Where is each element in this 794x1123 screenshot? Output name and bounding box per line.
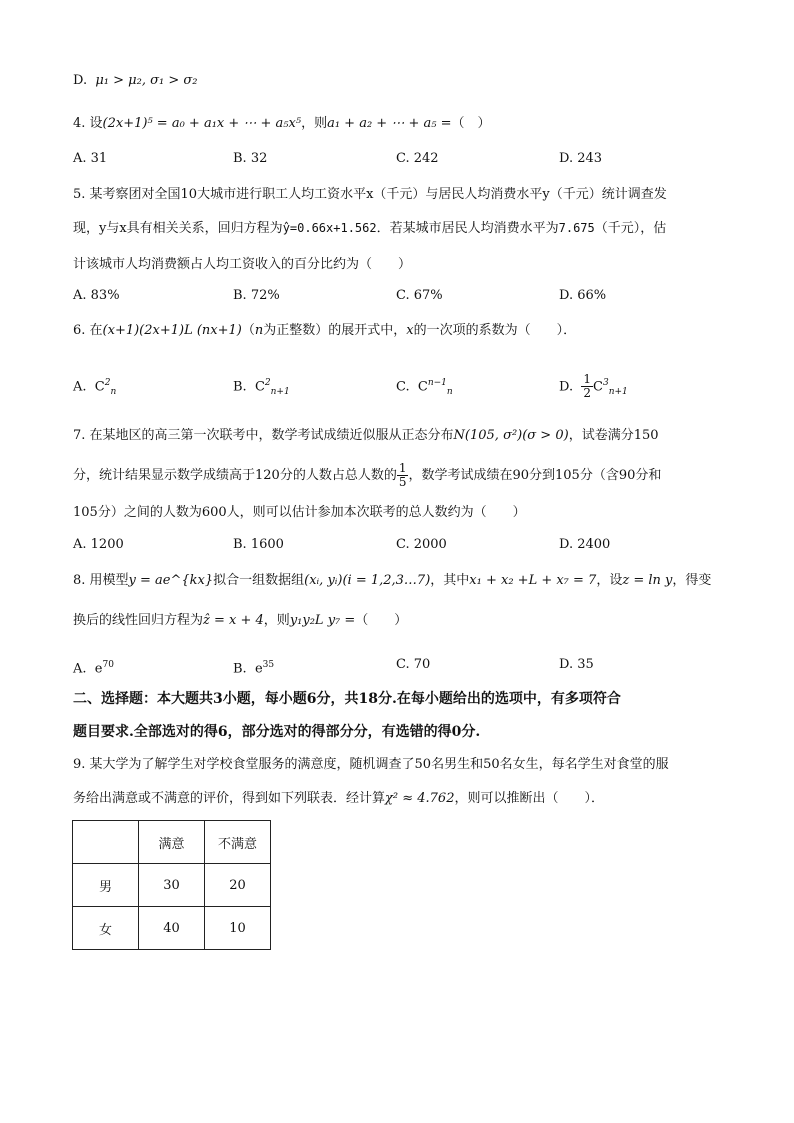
q5-line-3: 计该城市人均消费额占人均工资收入的百分比约为（ ） (73, 257, 412, 272)
table-cell: 男 (73, 864, 139, 907)
q6-option-b: B. $C^2_{n+1}$ (233, 378, 290, 397)
q8-line-1: 8. 用模型y = ae^{kx}拟合一组数据组(xᵢ, yᵢ)(i = 1,2,3…7)，其中x₁ + x₂ +L + x₇ = 7，设z = ln y，得变 (73, 573, 712, 588)
q4-option-b: B. 32 (233, 151, 268, 166)
q4-option-a: A. 31 (73, 151, 108, 166)
section-2-heading-line-1: 二、选择题：本大题共3小题，每小题6分，共18分.在每小题给出的选项中，有多项符合 (73, 691, 621, 707)
q6-stem: 6. 在(x+1)(2x+1)L (nx+1)（n为正整数）的展开式中，x的一次项的系数为（ ）． (73, 323, 577, 338)
q6-expression: (x+1)(2x+1)L (nx+1) (102, 323, 242, 338)
q5-option-a: A. 83% (73, 288, 120, 303)
q6-option-d: D. $\frac{1}{2}$ $C^3_{n+1}$ (559, 372, 628, 401)
q5-line-2: 现，y与x具有相关关系，回归方程为ŷ=0.66x+1.562．若某城市居民人均消费水平为7.675（千元），估 (73, 221, 667, 236)
table-row (73, 907, 271, 950)
q4-expansion: (2x+1)⁵ = a₀ + a₁x + ⋯ + a₅x⁵ (102, 116, 302, 131)
q5-line-1: 5. 某考察团对全国10大城市进行职工人均工资水平x（千元）与居民人均消费水平y（千元）统计调查发 (73, 187, 667, 202)
q8-option-b: B. $e^{35}$ (233, 660, 275, 677)
table-header-cell: 满意 (139, 821, 205, 864)
table-cell: 20 (205, 864, 271, 907)
q8-points: (xᵢ, yᵢ)(i = 1,2,3…7) (304, 573, 431, 588)
q8-product: y₁y₂L y₇ = (289, 613, 356, 628)
q6-option-c: C. $C^{n-1}_n$ (396, 378, 453, 397)
q6-option-a: A. $C^2_n$ (73, 378, 117, 397)
q5-option-c: C. 67% (396, 288, 443, 303)
q5-options (73, 287, 733, 305)
q4-target: a₁ + a₂ + ⋯ + a₅ = (327, 116, 452, 131)
q7-option-a: A. 1200 (73, 537, 124, 552)
q4-stem: 4. 设(2x+1)⁵ = a₀ + a₁x + ⋯ + a₅x⁵，则a₁ + a₂ + ⋯ + a₅ =（ ） (73, 116, 491, 131)
q5-option-d: D. 66% (559, 288, 607, 303)
q8-option-a: A. $e^{70}$ (73, 660, 114, 677)
q3-option-d-label: D. (73, 73, 88, 88)
table-header-cell (73, 821, 139, 864)
table-cell: 10 (205, 907, 271, 950)
q8-regression-equation: ẑ = x + 4 (203, 613, 264, 628)
q9-line-2: 务给出满意或不满意的评价，得到如下列联表．经计算χ² ≈ 4.762，则可以推断出（ ）． (73, 791, 604, 806)
q7-line-3: 105分）之间的人数为600人，则可以估计参加本次联考的总人数约为（ ） (73, 505, 526, 520)
q8-model: y = ae^{kx} (128, 573, 214, 588)
q4-options (73, 150, 733, 168)
q3-option-d-expr: μ₁ > μ₂, σ₁ > σ₂ (95, 73, 198, 88)
q6-options (73, 370, 733, 401)
table-header-cell: 不满意 (205, 821, 271, 864)
q8-line-2: 换后的线性回归方程为ẑ = x + 4，则y₁y₂L y₇ =（ ） (73, 613, 408, 628)
q7-line-1: 7. 在某地区的高三第一次联考中，数学考试成绩近似服从正态分布N(105, σ²)(σ > 0)，试卷满分150 (73, 428, 659, 443)
table-header-row (73, 821, 271, 864)
q7-fraction: $\frac{1}{5}$ (398, 461, 407, 489)
table-cell: 40 (139, 907, 205, 950)
q9-chi-square: χ² ≈ 4.762 (385, 791, 455, 806)
q4-option-c: C. 242 (396, 151, 439, 166)
table-row (73, 864, 271, 907)
q3-option-d (73, 72, 197, 90)
table-cell: 女 (73, 907, 139, 950)
q7-option-d: D. 2400 (559, 537, 611, 552)
q5-regression-equation: ŷ=0.66x+1.562 (282, 221, 377, 235)
q8-option-d: D. 35 (559, 657, 594, 672)
q7-options (73, 536, 733, 554)
q7-option-c: C. 2000 (396, 537, 447, 552)
table-cell: 30 (139, 864, 205, 907)
q8-options (73, 656, 733, 677)
q7-option-b: B. 1600 (233, 537, 284, 552)
q7-line-2: 分，统计结果显示数学成绩高于120分的人数占总人数的 $\frac{1}{5}$ ，数学考试成绩在90分到105分（含90分和 (73, 461, 662, 489)
q7-normal-distribution: N(105, σ²)(σ > 0) (453, 428, 569, 443)
q4-option-d: D. 243 (559, 151, 603, 166)
q9-line-1: 9. 某大学为了解学生对学校食堂服务的满意度，随机调查了50名男生和50名女生，每名学生对食堂的服 (73, 757, 669, 772)
q8-option-c: C. 70 (396, 657, 431, 672)
section-2-heading-line-2: 题目要求.全部选对的得6，部分选对的得部分分，有选错的得0分. (73, 724, 481, 740)
q8-sum: x₁ + x₂ +L + x₇ = 7 (469, 573, 597, 588)
q5-consumption-value: 7.675 (558, 221, 595, 235)
contingency-table (72, 820, 271, 950)
q5-option-b: B. 72% (233, 288, 280, 303)
